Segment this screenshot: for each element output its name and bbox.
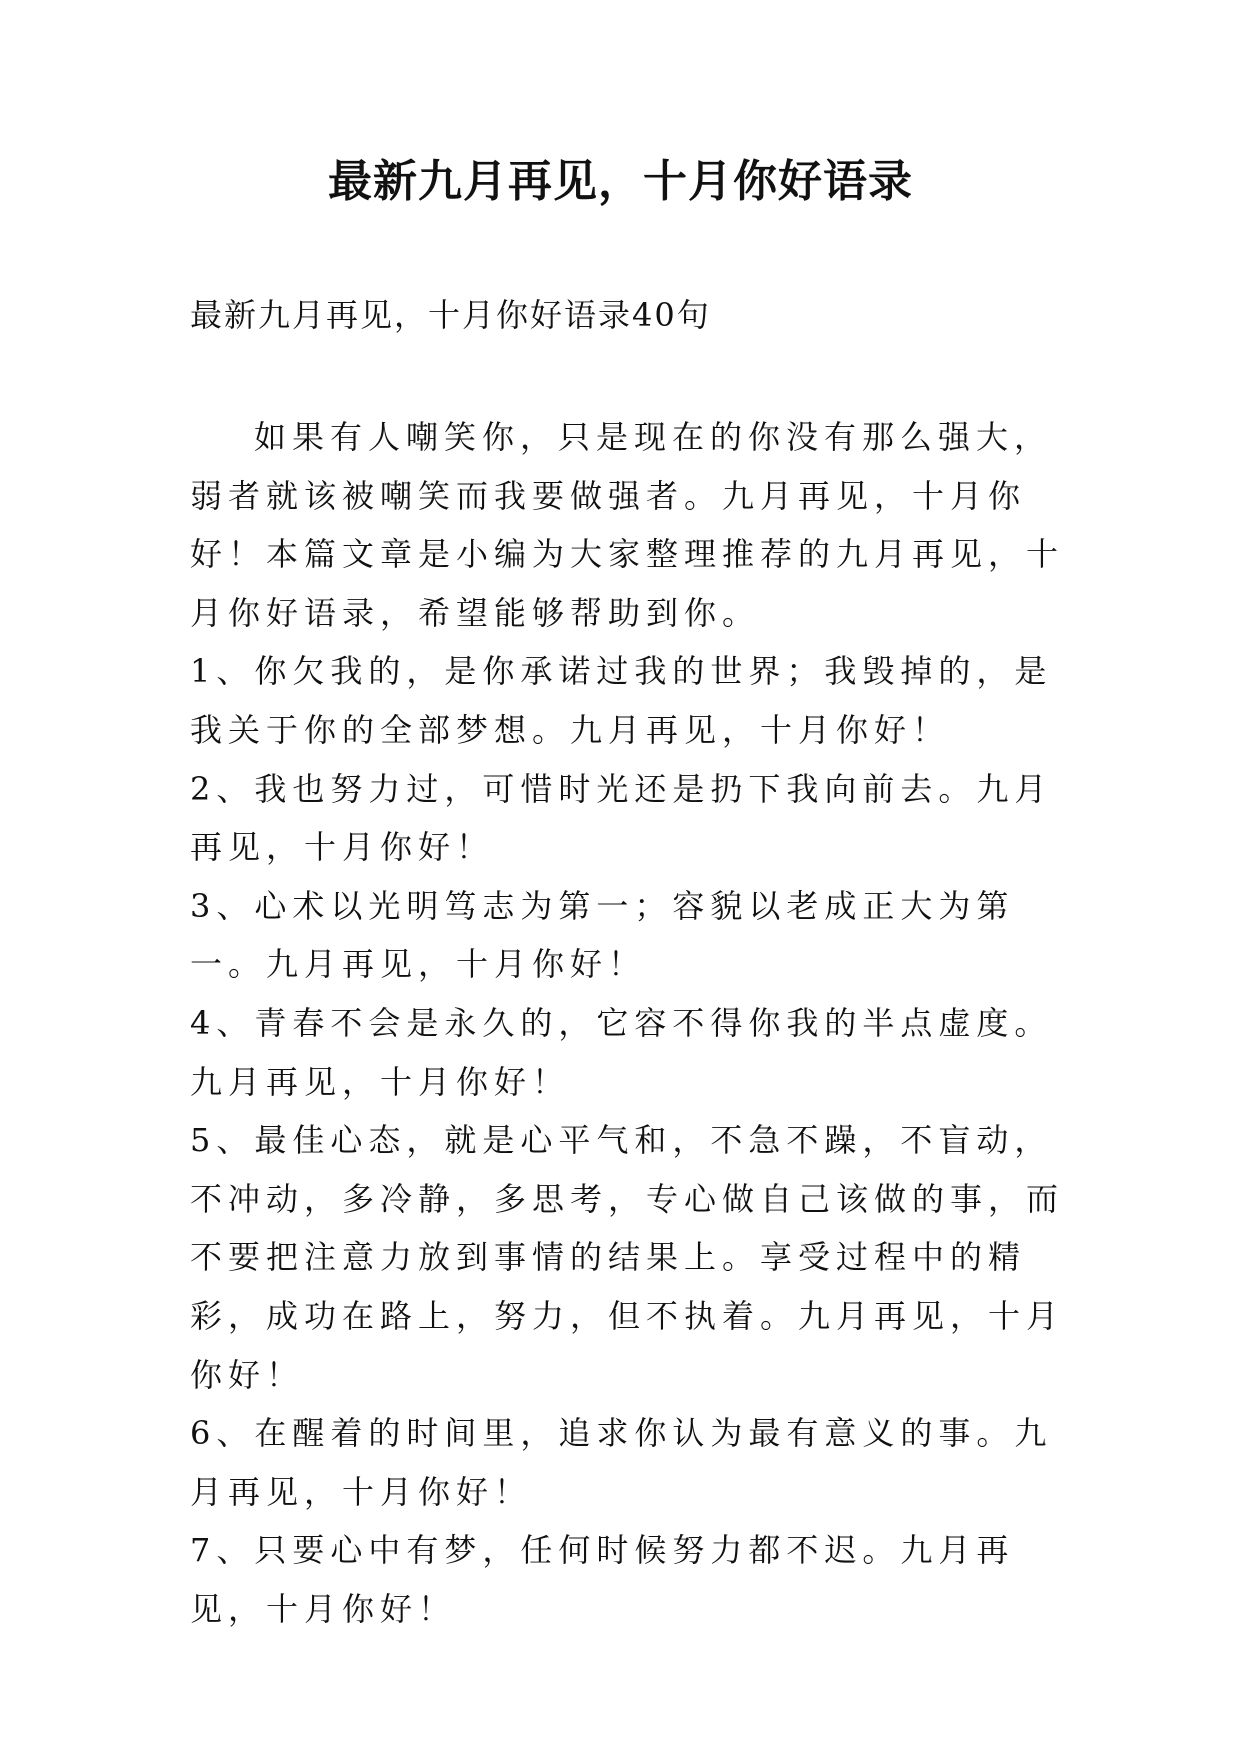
document-body — [190, 408, 1070, 1638]
quote-item: 1、你欠我的，是你承诺过我的世界；我毁掉的，是我关于你的全部梦想。九月再见，十月你好！ — [190, 652, 1053, 749]
quote-item: 2、我也努力过，可惜时光还是扔下我向前去。九月再见，十月你好！ — [190, 769, 1053, 867]
quote-item: 3、心术以光明笃志为第一；容貌以老成正大为第一。九月再见，十月你好！ — [190, 886, 1015, 984]
document-title: 最新九月再见，十月你好语录 — [328, 156, 913, 207]
quote-item: 6、在醒着的时间里，追求你认为最有意义的事。九月再见，十月你好！ — [190, 1414, 1053, 1511]
intro-paragraph: 如果有人嘲笑你，只是现在的你没有那么强大，弱者就该被嘲笑而我要做强者。九月再见，十月你好！本篇文章是小编为大家整理推荐的九月再见，十月你好语录，希望能够帮助到你。 — [190, 418, 1065, 632]
document-subtitle: 最新九月再见，十月你好语录40句 — [190, 296, 711, 334]
quote-item: 5、最佳心态，就是心平气和，不急不躁，不盲动，不冲动，多冷静，多思考，专心做自己该做的事，而不要把注意力放到事情的结果上。享受过程中的精彩，成功在路上，努力，但不执着。九月再见，十月你好！ — [190, 1121, 1065, 1394]
quote-item: 7、只要心中有梦，任何时候努力都不迟。九月再见，十月你好！ — [190, 1531, 1015, 1628]
quote-item: 4、青春不会是永久的，它容不得你我的半点虚度。九月再见，十月你好！ — [190, 1003, 1053, 1101]
